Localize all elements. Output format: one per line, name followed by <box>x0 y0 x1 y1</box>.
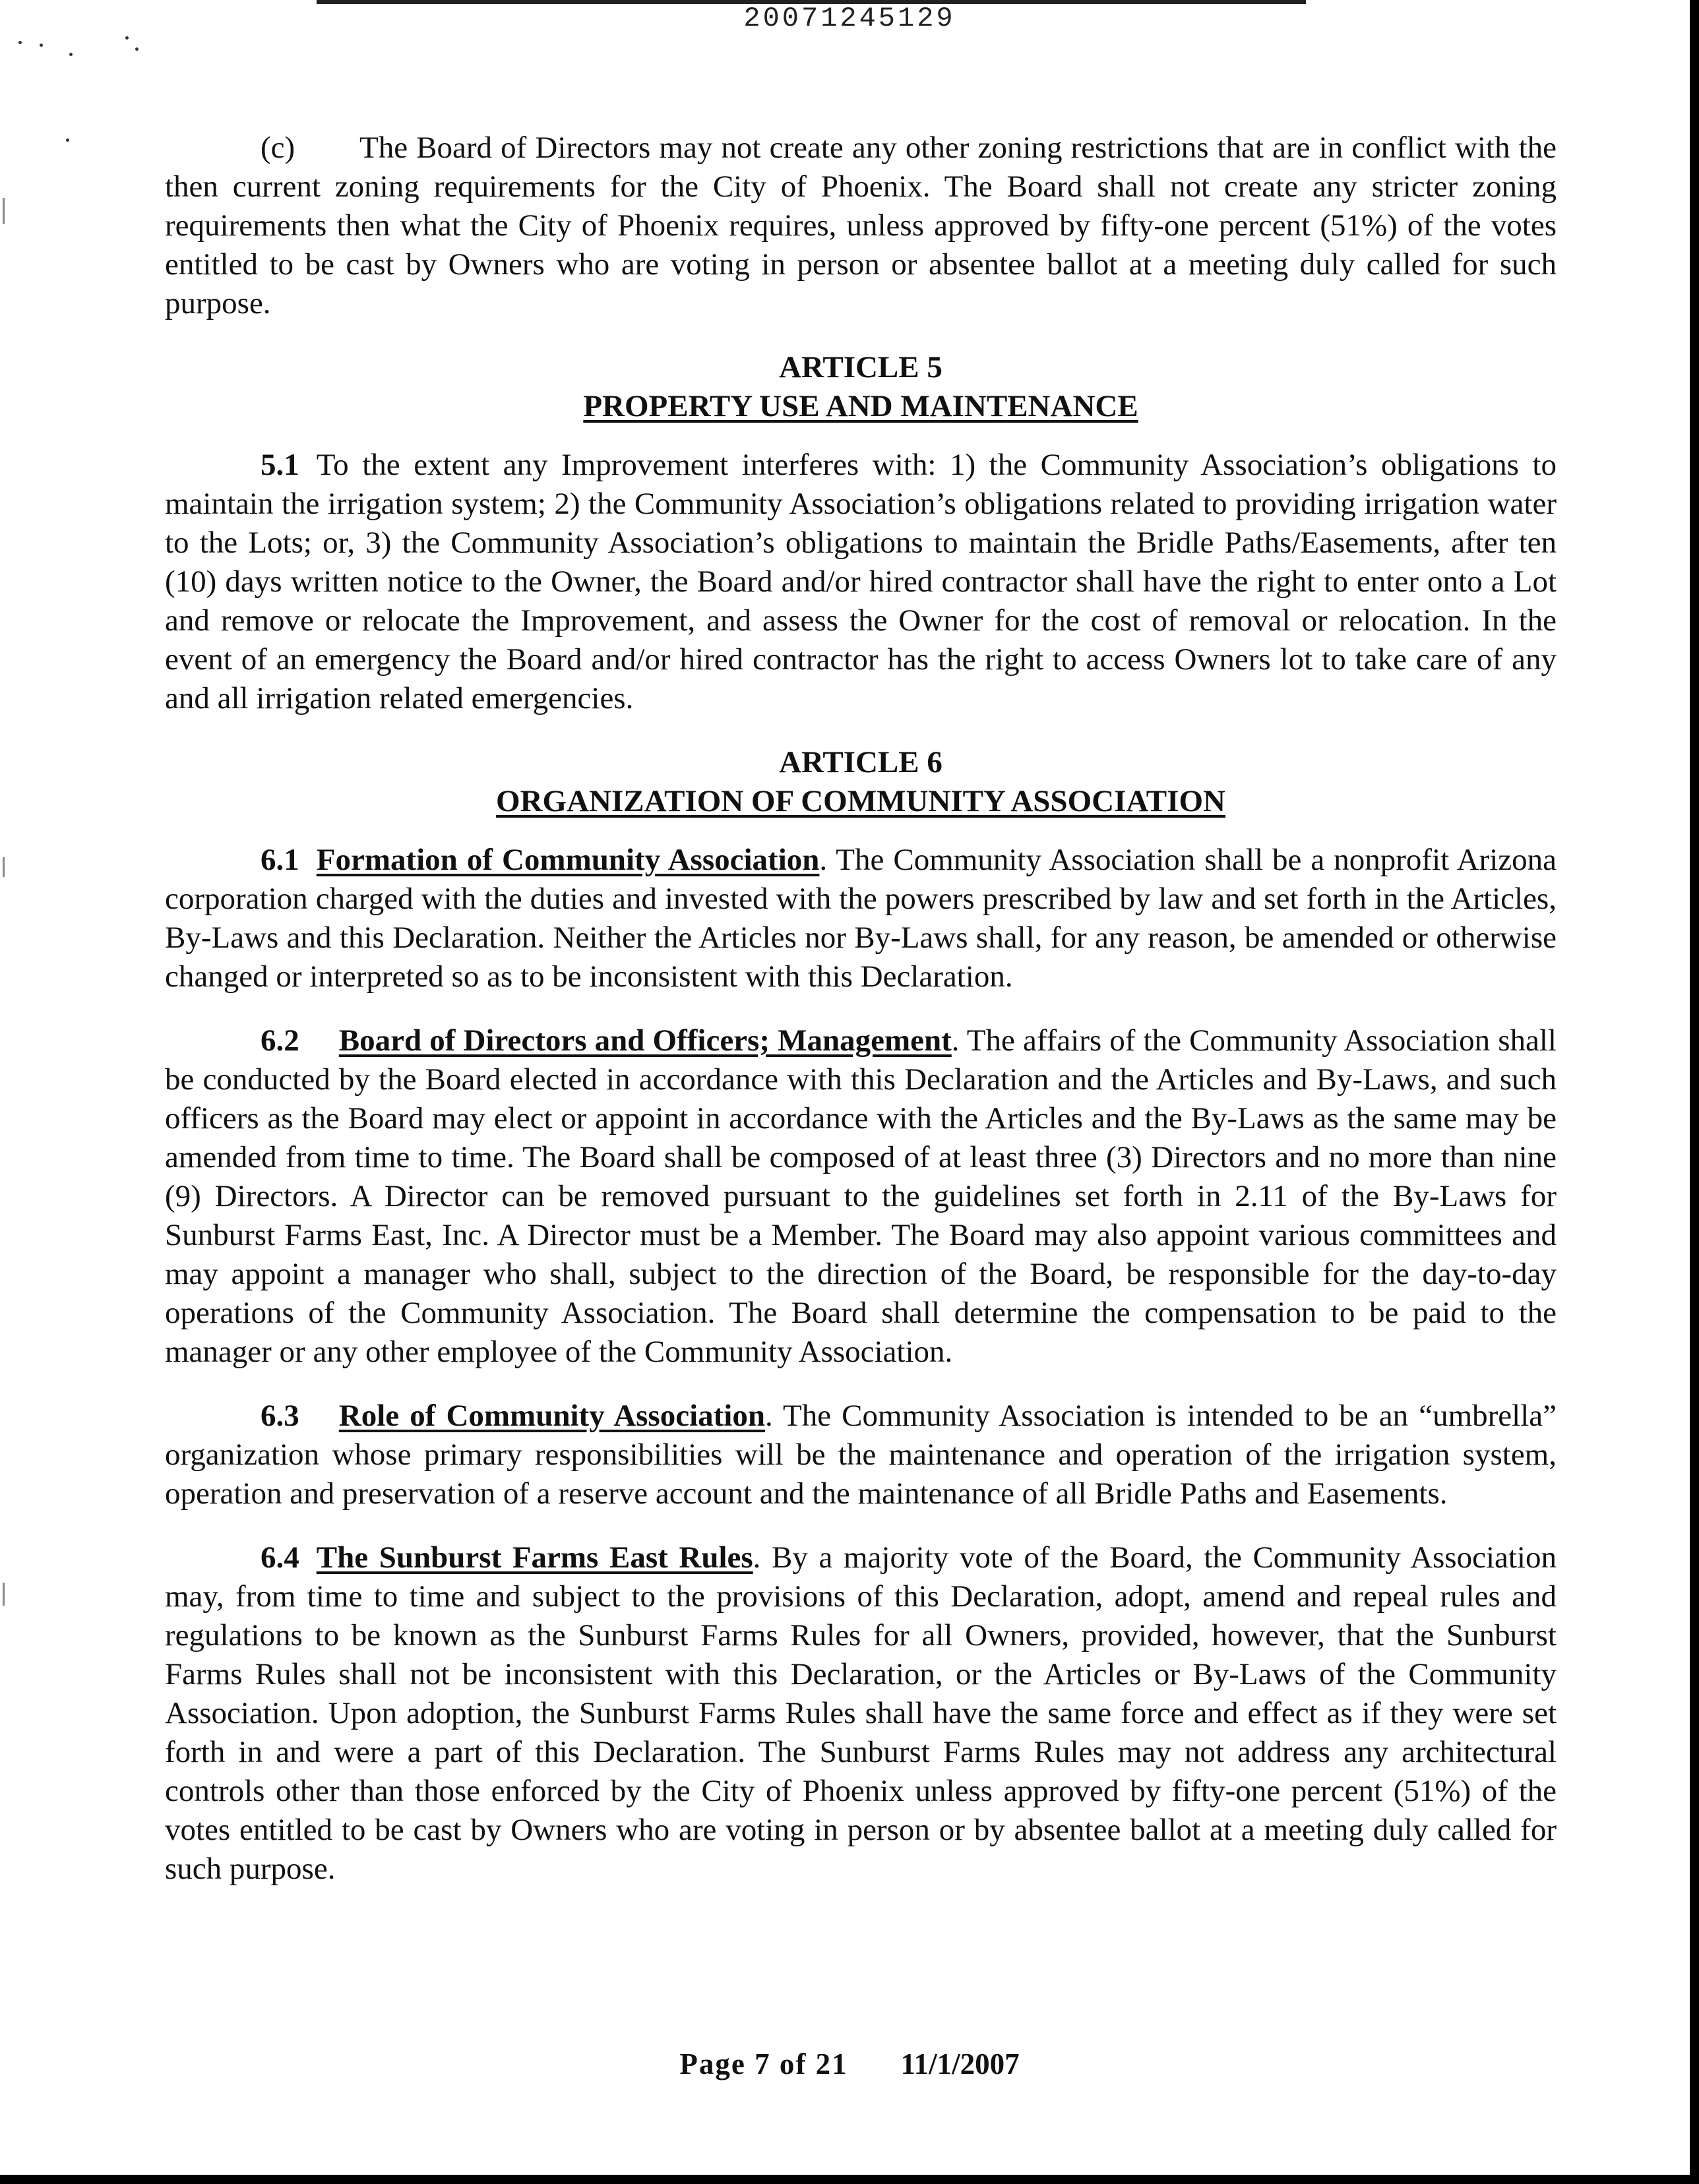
section-heading: Role of Community Association <box>338 1399 765 1433</box>
section-6-2 <box>165 1021 1557 1372</box>
section-5-1 <box>165 446 1557 718</box>
section-number: 5.1 <box>261 448 299 482</box>
scan-edge-mark <box>3 198 5 224</box>
scan-speck <box>18 41 22 44</box>
page-footer <box>0 2047 1699 2081</box>
section-heading: Formation of Community Association <box>316 843 820 877</box>
section-text: . By a majority vote of the Board, the Community Association may, from time to time and subject to the provisions of this Declaration, adopt, amend and repeal rules and regulations to be known as the Sunburst Farms Rules for all Owners, provided, however, that the Sunburst Farms Rules shall not be inconsistent with this Declaration, or the Articles or By-Laws of the Community Association. Upon adoption, the Sunburst Farms Rules shall have the same force and effect as if they were set forth in and were a part of this Declaration. The Sunburst Farms Rules may not address any architectural controls other than those enforced by the City of Phoenix unless approved by fifty-one percent (51%) of the votes entitled to be cast by Owners who are voting in person or by absentee ballot at a meeting duly called for such purpose. <box>165 1540 1557 1886</box>
section-number: 6.4 <box>261 1540 299 1575</box>
section-heading: The Sunburst Farms East Rules <box>316 1540 753 1575</box>
scan-speck <box>125 36 129 40</box>
page-number: Page 7 of 21 <box>679 2048 848 2080</box>
section-6-3 <box>165 1397 1557 1513</box>
section-6-4 <box>165 1538 1557 1889</box>
scan-border-bottom <box>0 2175 1699 2184</box>
section-number: 6.3 <box>261 1399 299 1433</box>
paragraph-c-label: (c) <box>261 131 295 165</box>
scan-edge-mark <box>3 1583 5 1606</box>
article-5-number: ARTICLE 5 <box>779 350 942 384</box>
scan-speck <box>69 53 73 56</box>
section-6-1 <box>165 841 1557 996</box>
scan-speck <box>66 138 69 142</box>
article-6-heading <box>165 743 1557 821</box>
document-recording-number: 20071245129 <box>743 3 956 34</box>
article-6-number: ARTICLE 6 <box>779 745 942 779</box>
scan-speck <box>40 44 43 47</box>
article-6-title: ORGANIZATION OF COMMUNITY ASSOCIATION <box>496 784 1225 818</box>
section-text: . The affairs of the Community Association shall be conducted by the Board elected in accordance with this Declaration and the Articles and By-Laws, and such officers as the Board may elect or appoint in accordance with the Articles and the By-Laws as the same may be amended from time to time. The Board shall be composed of at least three (3) Directors and no more than nine (9) Directors. A Director can be removed pursuant to the guidelines set forth in 2.11 of the By-Laws for Sunburst Farms East, Inc. A Director must be a Member. The Board may also appoint various committees and may appoint a manager who shall, subject to the direction of the Board, be responsible for the day-to-day operations of the Community Association. The Board shall determine the compensation to be paid to the manager or any other employee of the Community Association. <box>165 1023 1557 1369</box>
section-text: To the extent any Improvement interferes with: 1) the Community Association’s obligations to maintain the irrigation system; 2) the Community Association’s obligations related to providing irrigation water to the Lots; or, 3) the Community Association’s obligations to maintain the Bridle Paths/Easements, after ten (10) days written notice to the Owner, the Board and/or hired contractor shall have the right to enter onto a Lot and remove or relocate the Improvement, and assess the Owner for the cost of removal or relocation. In the event of an emergency the Board and/or hired contractor has the right to access Owners lot to take care of any and all irrigation related emergencies. <box>165 448 1557 715</box>
section-number: 6.1 <box>261 843 299 877</box>
scan-speck <box>135 47 139 51</box>
section-text: . The Community Association shall be a nonprofit Arizona corporation charged with the duties and invested with the powers prescribed by law and set forth in the Articles, By-Laws and this Declaration. Neither the Articles nor By-Laws shall, for any reason, be amended or otherwise changed or interpreted so as to be inconsistent with this Declaration. <box>165 843 1557 994</box>
document-body <box>165 129 1557 1914</box>
scan-border-right <box>1690 0 1699 2184</box>
section-heading: Board of Directors and Officers; Management <box>338 1023 952 1058</box>
article-5-title: PROPERTY USE AND MAINTENANCE <box>583 389 1138 423</box>
scan-edge-mark <box>3 857 5 877</box>
section-text: . The Community Association is intended to be an “umbrella” organization whose primary responsibilities will be the maintenance and operation of the irrigation system, operation and preservation of a reserve account and the maintenance of all Bridle Paths and Easements. <box>165 1399 1557 1511</box>
paragraph-c <box>165 129 1557 323</box>
document-date: 11/1/2007 <box>900 2048 1020 2080</box>
section-number: 6.2 <box>261 1023 299 1058</box>
article-5-heading <box>165 348 1557 426</box>
paragraph-c-text: The Board of Directors may not create any other zoning restrictions that are in conflict with the then current zoning requirements for the City of Phoenix. The Board shall not create any stricter zoning requirements then what the City of Phoenix requires, unless approved by fifty-one percent (51%) of the votes entitled to be cast by Owners who are voting in person or absentee ballot at a meeting duly called for such purpose. <box>165 131 1557 320</box>
